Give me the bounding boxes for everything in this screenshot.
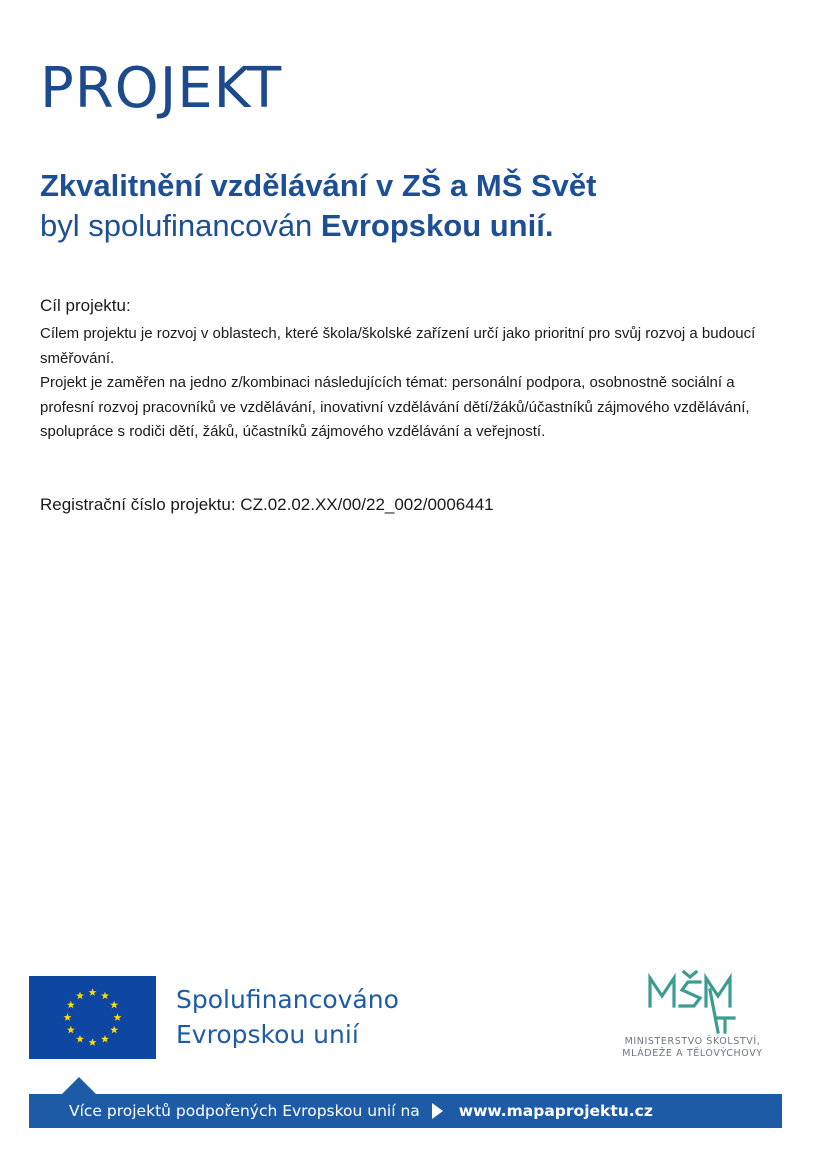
projects-banner[interactable] — [29, 1094, 782, 1128]
cofunded-by-eu-label — [176, 982, 399, 1052]
eu-star-icon — [110, 1001, 118, 1009]
eu-star-icon — [76, 1035, 84, 1043]
eu-star-icon — [101, 1035, 109, 1043]
banner-text: Více projektů podpořených Evropskou unií na — [69, 1102, 420, 1120]
eu-star-icon — [89, 988, 97, 996]
page-heading: PROJEKT — [40, 56, 283, 121]
cofunding-statement-bold: Evropskou unií. — [320, 208, 554, 243]
goal-label: Cíl projektu: — [40, 296, 131, 315]
eu-star-icon — [64, 1013, 72, 1021]
project-title — [40, 166, 800, 246]
projects-map-link[interactable]: www.mapaprojektu.cz — [458, 1102, 653, 1120]
eu-flag-icon — [29, 976, 156, 1059]
project-name: Zkvalitnění vzdělávání v ZŠ a MŠ Svět — [40, 168, 597, 203]
eu-star-icon — [110, 1026, 118, 1034]
goal-paragraph: Projekt je zaměřen na jedno z/kombinaci následujících témat: personální podpora, osobnostně sociální a profesní rozvoj pracovníků ve vzdělávání, inovativní vzdělávání dětí/žáků/účastníků zájmového vzdělávání, spolupráce s rodiči dětí, žáků, účastníků zájmového vzdělávání a veřejností. — [40, 374, 750, 440]
goal-paragraph: Cílem projektu je rozvoj v oblastech, které škola/školské zařízení určí jako prioritní pro svůj rozvoj a budoucí směřování. — [40, 325, 756, 367]
eu-star-icon — [101, 992, 109, 1000]
ministry-name — [600, 1036, 785, 1060]
cofunding-statement-regular: byl spolufinancován — [40, 208, 321, 243]
cofunding-statement — [40, 206, 800, 246]
play-arrow-icon — [432, 1103, 443, 1119]
ministry-line1: MINISTERSTVO ŠKOLSTVÍ, — [624, 1036, 761, 1047]
eu-star-icon — [114, 1013, 122, 1021]
eu-star-icon — [67, 1001, 75, 1009]
registration-number: Registrační číslo projektu: CZ.02.02.XX/00/22_002/0006441 — [40, 495, 494, 514]
eu-star-icon — [89, 1038, 97, 1046]
eu-star-icon — [76, 992, 84, 1000]
cofund-line2: Evropskou unií — [176, 1020, 359, 1049]
cofund-line1: Spolufinancováno — [176, 985, 399, 1014]
ministry-line2: MLÁDEŽE A TĚLOVÝCHOVY — [622, 1048, 763, 1059]
eu-star-icon — [67, 1026, 75, 1034]
goal-description — [40, 322, 760, 445]
banner-pointer — [62, 1077, 96, 1094]
